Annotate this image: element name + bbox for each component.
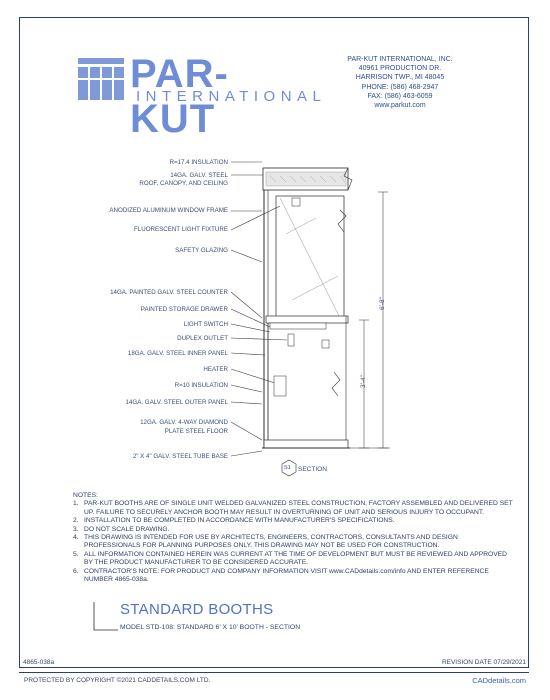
note-number: 5. bbox=[73, 550, 79, 558]
reference-number: 4865-038a bbox=[23, 659, 55, 666]
title-block-bracket-icon bbox=[88, 598, 124, 640]
note-text: ALL INFORMATION CONTAINED HEREIN WAS CURRENT AT THE TIME OF DEVELOPMENT BUT MUST BE REVIEWED AND APPROVED BY THE PRODUCT MANUFACTURER TO BE CONSIDERED ACCURATE. bbox=[84, 550, 507, 567]
dimension-overall-height: 6'-8" bbox=[379, 297, 386, 310]
note-text: PAR-KUT BOOTHS ARE OF SINGLE UNIT WELDED GALVANIZED STEEL CONSTRUCTION, FACTORY ASSEMBLED AND DELIVERED SET UP. FAILURE TO SECURELY ANCHOR BOOTH MAY RESULT IN OVERTURNING OF UNIT AND SERIOUS INJURY TO OCCUPANT. bbox=[84, 500, 513, 516]
site-link[interactable]: CADdetails.com bbox=[472, 676, 526, 685]
notes-heading: NOTES: bbox=[73, 492, 98, 499]
note-item bbox=[73, 500, 513, 517]
note-item bbox=[73, 526, 513, 534]
callout-heater: HEATER bbox=[203, 366, 228, 373]
note-number: 6. bbox=[73, 567, 79, 575]
callout-wall-insulation: R=10 INSULATION bbox=[174, 382, 228, 389]
callout-roof-canopy: ROOF, CANOPY, AND CEILING bbox=[139, 180, 228, 187]
contact-fax: FAX: (586) 463-6059 bbox=[367, 92, 433, 100]
callout-floor-plate-2: PLATE STEEL FLOOR bbox=[164, 428, 228, 435]
page-title: STANDARD BOOTHS bbox=[120, 601, 274, 618]
callout-floor-plate: 12GA. GALV. 4-WAY DIAMOND bbox=[140, 419, 228, 426]
note-text: DO NOT SCALE DRAWING. bbox=[84, 525, 170, 533]
contact-city: HARRISON TWP., MI 48045 bbox=[355, 74, 445, 82]
callout-window-frame: ANODIZED ALUMINUM WINDOW FRAME bbox=[109, 207, 228, 214]
note-number: 1. bbox=[73, 500, 79, 508]
callout-counter: 14GA. PAINTED GALV. STEEL COUNTER bbox=[110, 289, 228, 296]
callout-light-fixture: FLUORESCENT LIGHT FIXTURE bbox=[134, 226, 228, 233]
callout-storage-drawer: PAINTED STORAGE DRAWER bbox=[140, 306, 228, 313]
callout-duplex-outlet: DUPLEX OUTLET bbox=[177, 335, 228, 342]
section-label: SECTION bbox=[298, 466, 327, 473]
page-subtitle: MODEL STD-108: STANDARD 6' X 10' BOOTH - SECTION bbox=[120, 624, 301, 631]
note-item bbox=[73, 534, 513, 551]
copyright-text: PROTECTED BY COPYRIGHT ©2021 CADDETAILS.COM LTD. bbox=[24, 677, 211, 684]
dimension-counter-height: 3'-4" bbox=[360, 375, 367, 388]
note-text: CONTRACTOR'S NOTE: FOR PRODUCT AND COMPANY INFORMATION VISIT www.CADdetails.com/info AND ENTER REFERENCE NUMBER 4865-038a. bbox=[84, 567, 489, 584]
callout-safety-glazing: SAFETY GLAZING bbox=[175, 247, 228, 254]
note-item bbox=[73, 568, 513, 585]
note-number: 2. bbox=[73, 517, 79, 525]
callout-light-switch: LIGHT SWITCH bbox=[183, 321, 228, 328]
note-text: INSTALLATION TO BE COMPLETED IN ACCORDANCE WITH MANUFACTURER'S SPECIFICATIONS. bbox=[84, 517, 395, 525]
callout-tube-base: 2" X 4" GALV. STEEL TUBE BASE bbox=[132, 453, 228, 460]
note-number: 3. bbox=[73, 525, 79, 533]
contact-website[interactable]: www.parkut.com bbox=[374, 102, 426, 110]
contact-phone: PHONE: (586) 468-2947 bbox=[361, 83, 439, 91]
note-text: THIS DRAWING IS INTENDED FOR USE BY ARCHITECTS, ENGINEERS, CONTRACTORS, CONSULTANTS AND DESIGN PROFESSIONALS FOR PLANNING PURPOSES ONLY. THIS DRAWING MAY NOT BE USED FOR CONSTRUCTION. bbox=[84, 534, 458, 550]
notes-block bbox=[73, 492, 513, 584]
revision-date: REVISION DATE 07/29/2021 bbox=[441, 659, 526, 666]
callout-roof-insulation: R=17.4 INSULATION bbox=[169, 159, 228, 166]
callout-outer-panel: 14GA. GALV. STEEL OUTER PANEL bbox=[125, 399, 228, 406]
note-item bbox=[73, 551, 513, 568]
callout-roof-steel: 14GA. GALV. STEEL bbox=[170, 172, 228, 179]
note-number: 4. bbox=[73, 534, 79, 542]
section-tag: S1 bbox=[284, 465, 291, 471]
contact-street: 40961 PRODUCTION DR. bbox=[358, 65, 442, 73]
logo-wordmark: PAR-KUT bbox=[130, 52, 229, 141]
callout-inner-panel: 18GA. GALV. STEEL INNER PANEL bbox=[127, 350, 228, 357]
note-item bbox=[73, 517, 513, 525]
contact-company-name: PAR-KUT INTERNATIONAL, INC. bbox=[347, 56, 453, 63]
logo-subtitle: INTERNATIONAL bbox=[136, 88, 327, 105]
